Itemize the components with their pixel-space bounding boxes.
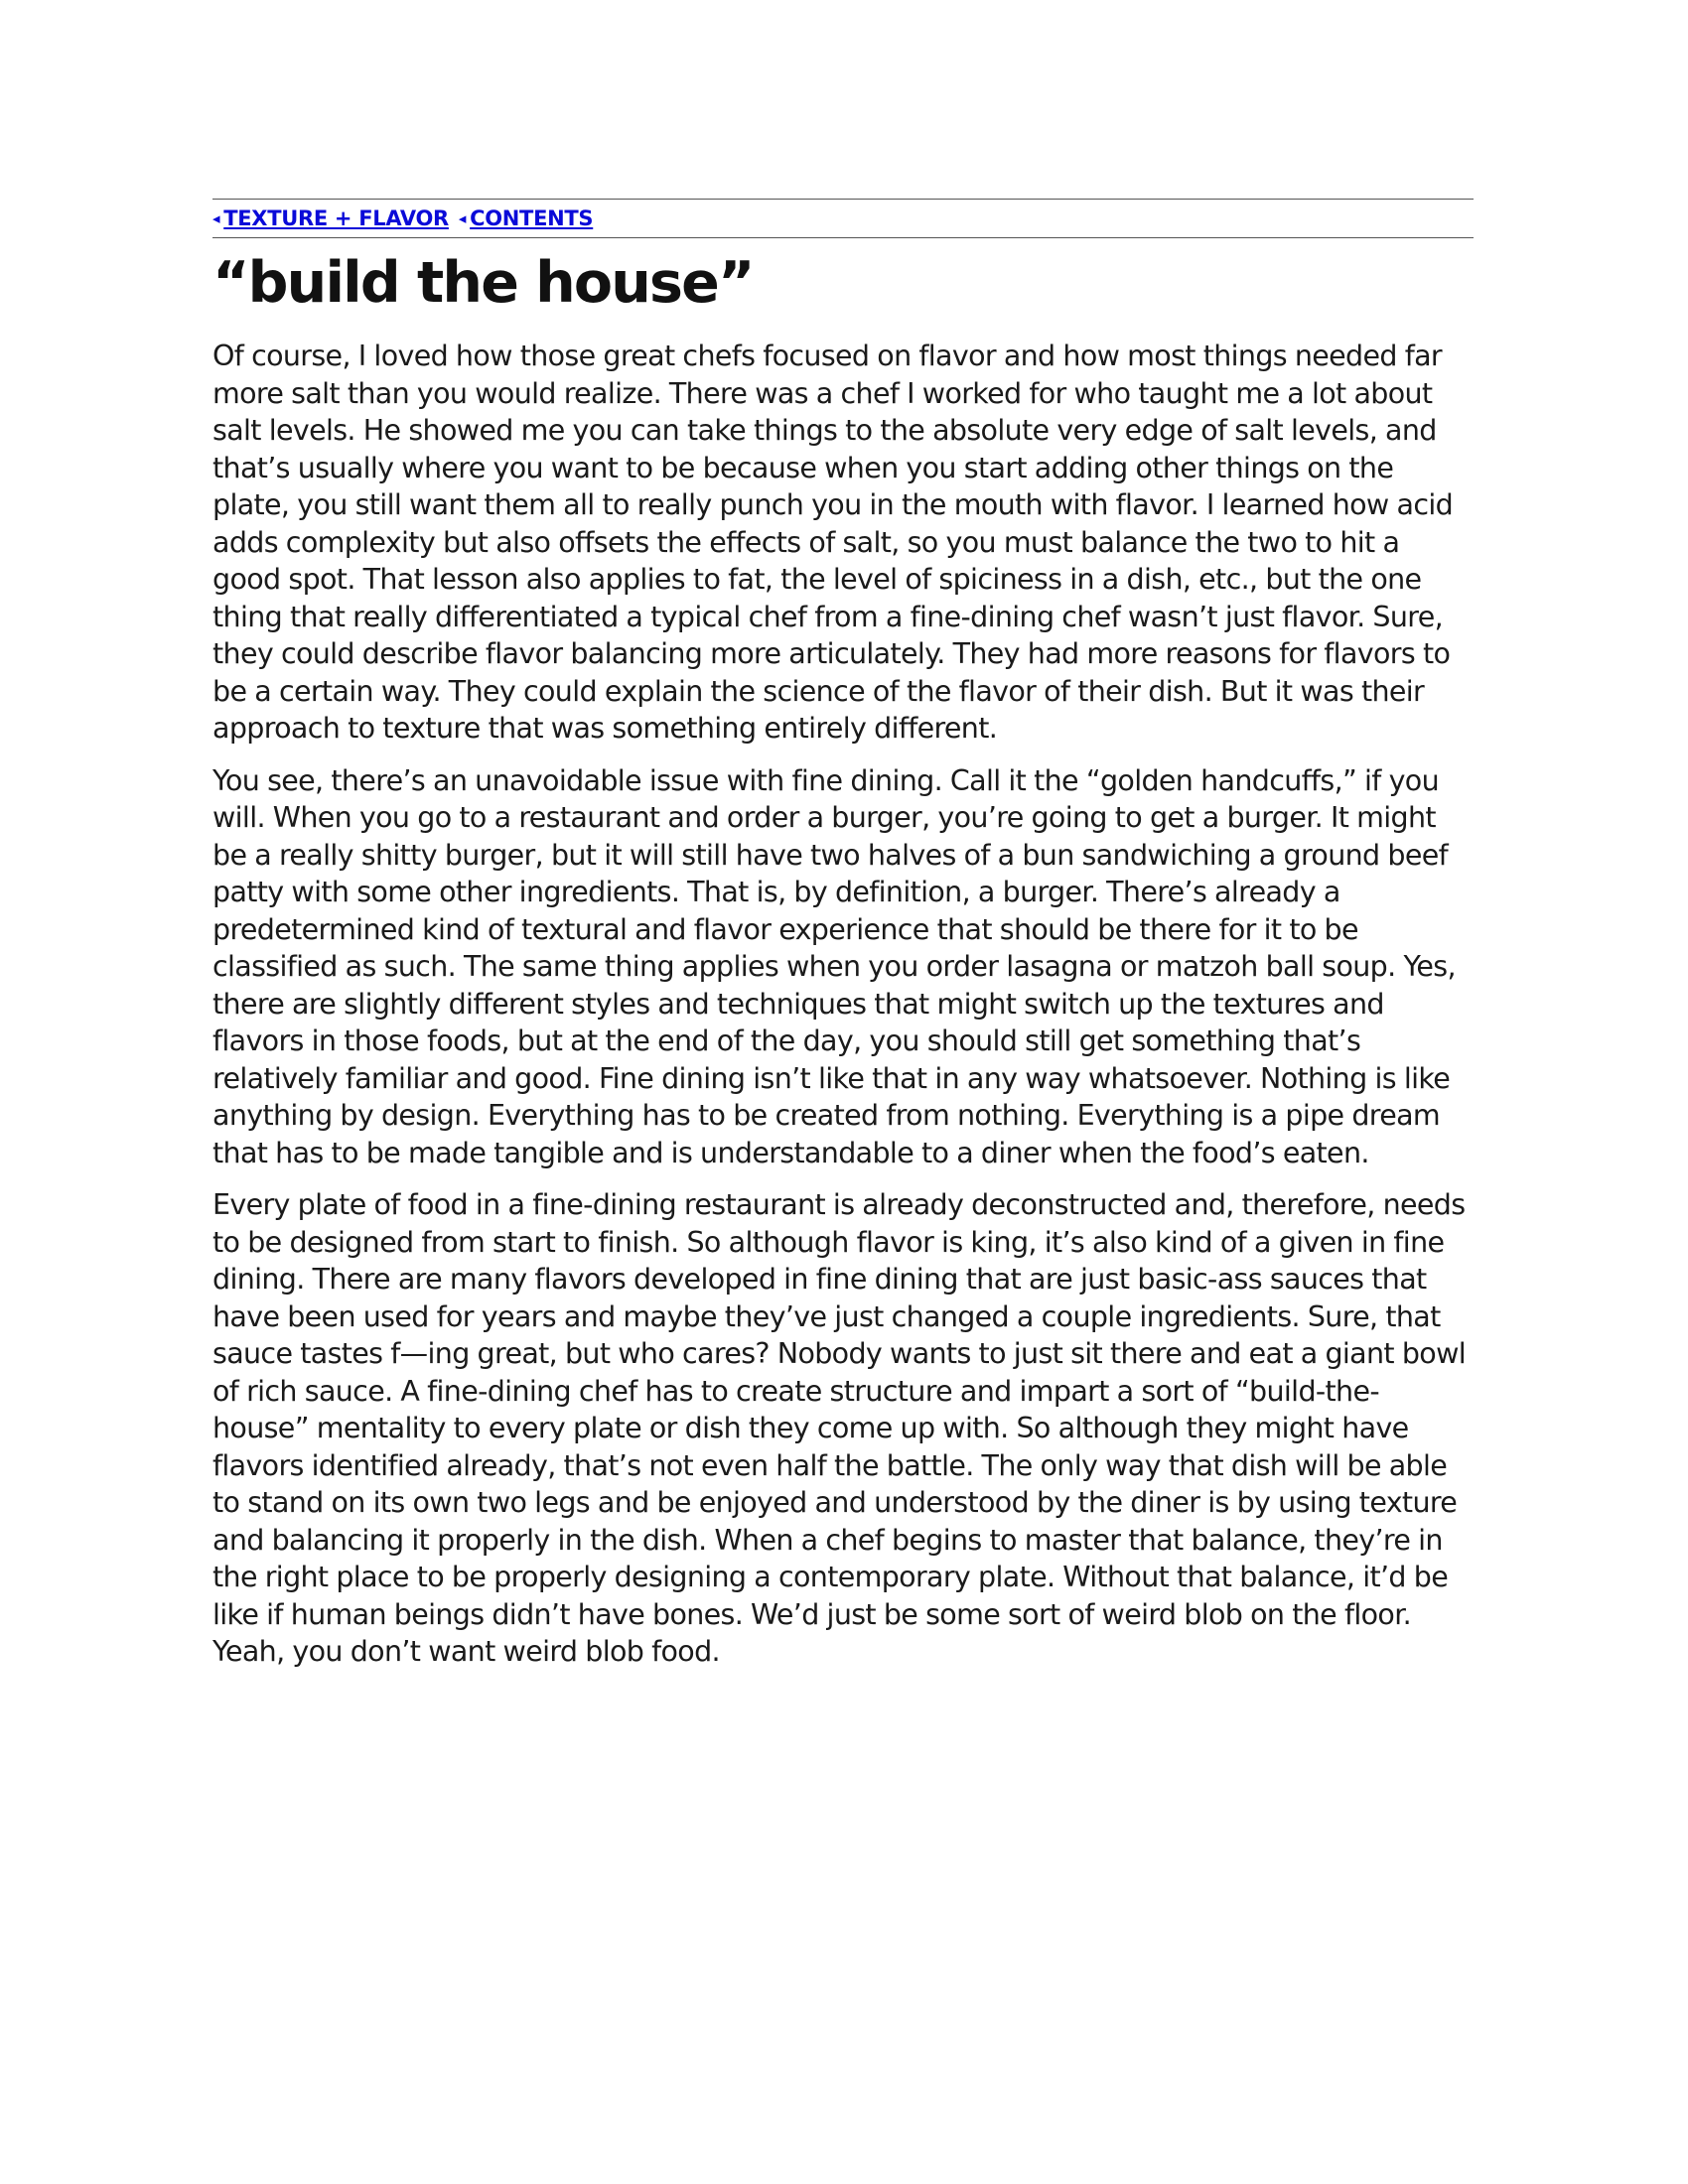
link-texture-flavor[interactable]: TEXTURE + FLAVOR — [223, 206, 449, 230]
back-triangle-icon: ◂ — [458, 209, 467, 227]
breadcrumb — [212, 199, 1474, 238]
back-triangle-icon: ◂ — [212, 209, 220, 227]
link-contents[interactable]: CONTENTS — [470, 206, 594, 230]
paragraph: You see, there’s an unavoidable issue with fine dining. Call it the “golden handcuffs,” if you will. When you go to a restaurant and order a burger, you’re going to get a burger. It might be a really shitty burger, but it will still have two halves of a bun sandwiching a ground beef patty with some other ingredients. That is, by definition, a burger. There’s already a predetermined kind of textural and flavor experience that should be there for it to be classified as such. The same thing applies when you order lasagna or matzoh ball soup. Yes, there are slightly different styles and techniques that might switch up the textures and flavors in those foods, but at the end of the day, you should still get something that’s relatively familiar and good. Fine dining isn’t like that in any way whatsoever. Nothing is like anything by design. Everything has to be created from nothing. Everything is a pipe dream that has to be made tangible and is understandable to a diner when the food’s eaten. — [212, 763, 1456, 1169]
article-body — [212, 338, 1474, 1671]
page-content — [212, 199, 1474, 1686]
paragraph: Of course, I loved how those great chefs focused on flavor and how most things needed far more salt than you would realize. There was a chef I worked for who taught me a lot about salt levels. He showed me you can take things to the absolute very edge of salt levels, and that’s usually where you want to be because when you start adding other things on the plate, you still want them all to really punch you in the mouth with flavor. I learned how acid adds complexity but also offsets the effects of salt, so you must balance the two to hit a good spot. That lesson also applies to fat, the level of spiciness in a dish, etc., but the one thing that really differentiated a typical chef from a fine-dining chef wasn’t just flavor. Sure, they could describe flavor balancing more articulately. They had more reasons for flavors to be a certain way. They could explain the science of the flavor of their dish. But it was their approach to texture that was something entirely different. — [212, 340, 1454, 745]
page-title: “build the house” — [212, 250, 754, 316]
paragraph: Every plate of food in a fine-dining restaurant is already deconstructed and, therefore, needs to be designed from start to finish. So although flavor is king, it’s also kind of a given in fine dining. There are many flavors developed in fine dining that are just basic-ass sauces that have been used for years and maybe they’ve just changed a couple ingredients. Sure, that sauce tastes f—ing great, but who cares? Nobody wants to just sit there and eat a giant bowl of rich sauce. A fine-dining chef has to create structure and impart a sort of “build-the-house” mentality to every plate or dish they come up with. So although they might have flavors identified already, that’s not even half the battle. The only way that dish will be able to stand on its own two legs and be enjoyed and understood by the diner is by using texture and balancing it properly in the dish. When a chef begins to master that balance, they’re in the right place to be properly designing a contemporary plate. Without that balance, it’d be like if human beings didn’t have bones. We’d just be some sort of weird blob on the floor. Yeah, you don’t want weird blob food. — [212, 1188, 1467, 1668]
